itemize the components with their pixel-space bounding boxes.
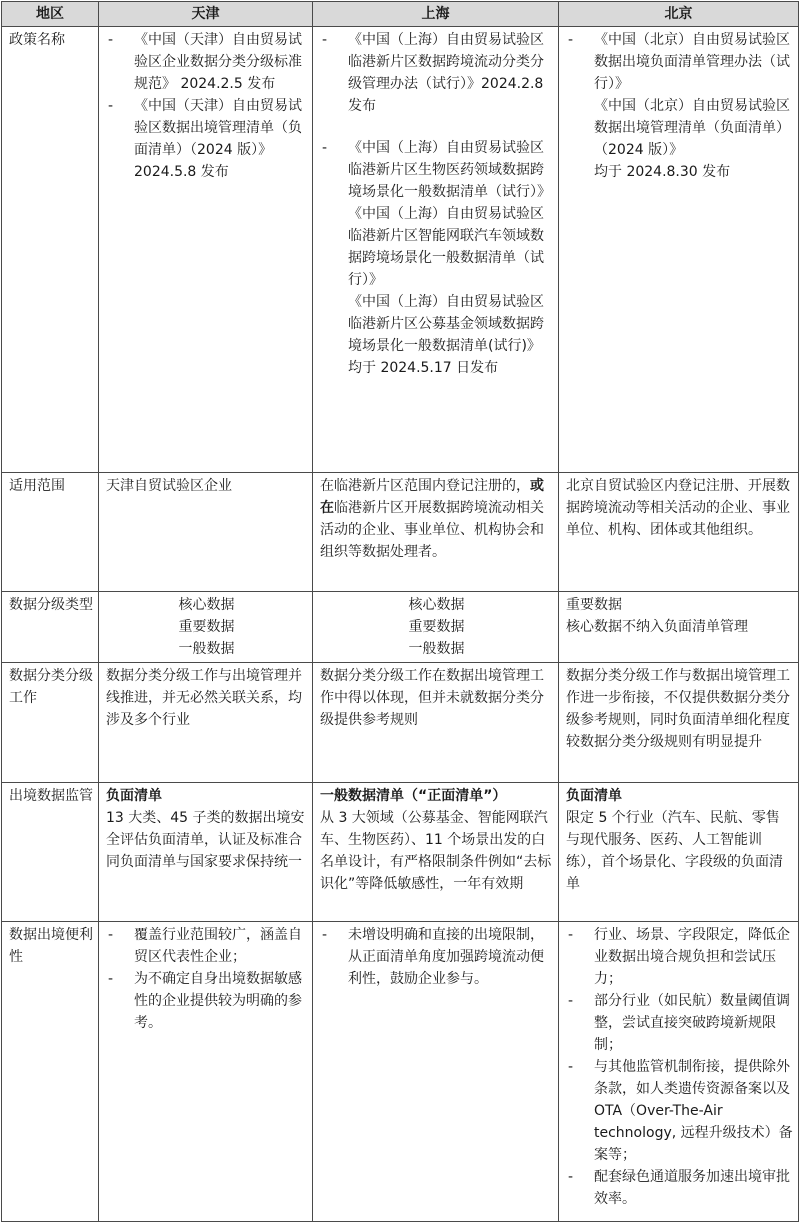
row-label-types: 数据分级类型 — [2, 592, 99, 663]
cell-convenience-tianjin — [99, 922, 313, 1222]
row-label-scope: 适用范围 — [2, 473, 99, 592]
cell-supervision-tianjin: 负面清单 13 大类、45 子类的数据出境安全评估负面清单，认证及标准合同负面清单与国家要求保持统一 — [99, 783, 313, 922]
cell-work-shanghai: 数据分类分级工作在数据出境管理工作中得以体现，但并未就数据分类分级提供参考规则 — [313, 663, 559, 783]
cell-policy-beijing — [559, 27, 799, 473]
row-supervision — [2, 783, 799, 922]
header-beijing: 北京 — [559, 2, 799, 27]
cell-convenience-shanghai — [313, 922, 559, 1222]
list-item: - 《中国（上海）自由贸易试验区临港新片区生物医药领域数据跨境场景化一般数据清单（试行）》 — [322, 140, 551, 200]
cell-scope-beijing: 北京自贸试验区内登记注册、开展数据跨境流动等相关活动的企业、事业单位、机构、团体或其他组织。 — [559, 473, 799, 592]
list-item-continued: 均于 2024.8.30 发布 — [594, 164, 731, 180]
cell-work-beijing: 数据分类分级工作与数据出境管理工作进一步衔接，不仅提供数据分类分级参考规则，同时负面清单细化程度较数据分类分级规则有明显提升 — [559, 663, 799, 783]
list-item: - 部分行业（如民航）数量阈值调整，尝试直接突破跨境新规限制； — [568, 993, 790, 1053]
header-row — [2, 2, 799, 27]
row-label-work: 数据分类分级工作 — [2, 663, 99, 783]
header-tianjin: 天津 — [99, 2, 313, 27]
row-policy — [2, 27, 799, 473]
list-item: - 《中国（天津）自由贸易试验区企业数据分类分级标准规范》 2024.2.5 发布 — [108, 32, 302, 92]
cell-types-tianjin: 核心数据 重要数据 一般数据 — [99, 592, 313, 663]
cell-supervision-shanghai: 一般数据清单（“正面清单”） 从 3 大领域（公募基金、智能网联汽车、生物医药）、11 个场景出发的白名单设计，有严格限制条件例如“去标识化”等降低敏感性，一年有效期 — [313, 783, 559, 922]
row-label-convenience: 数据出境便利性 — [2, 922, 99, 1222]
list-item: - 覆盖行业范围较广，涵盖自贸区代表性企业； — [108, 927, 302, 965]
row-label-supervision: 出境数据监管 — [2, 783, 99, 922]
cell-scope-shanghai: 在临港新片区范围内登记注册的，或在临港新片区开展数据跨境流动相关活动的企业、事业单位、机构协会和组织等数据处理者。 — [313, 473, 559, 592]
cell-supervision-beijing: 负面清单 限定 5 个行业（汽车、民航、零售与现代服务、医药、人工智能训练），首个场景化、字段级的负面清单 — [559, 783, 799, 922]
cell-types-shanghai: 核心数据 重要数据 一般数据 — [313, 592, 559, 663]
list-item: - 与其他监管机制衔接，提供除外条款，如人类遗传资源备案以及 OTA（Over-The-Air technology, 远程升级技术）备案等； — [568, 1059, 793, 1163]
list-item: - 《中国（上海）自由贸易试验区临港新片区数据跨境流动分类分级管理办法（试行）》2024.2.8 发布 — [322, 32, 544, 114]
list-item: - 未增设明确和直接的出境限制，从正面清单角度加强跨境流动便利性，鼓励企业参与。 — [322, 927, 544, 987]
row-work — [2, 663, 799, 783]
list-item: - 行业、场景、字段限定，降低企业数据出境合规负担和尝试压力； — [568, 927, 790, 987]
row-label-policy: 政策名称 — [2, 27, 99, 473]
row-scope — [2, 473, 799, 592]
list-item: - 配套绿色通道服务加速出境审批效率。 — [568, 1169, 790, 1207]
list-item-continued: 《中国（北京）自由贸易试验区数据出境管理清单（负面清单）（2024 版）》 — [594, 98, 790, 158]
list-item: - 《中国（天津）自由贸易试验区数据出境管理清单（负面清单）（2024 版）》 2024.5.8 发布 — [108, 98, 302, 180]
cell-convenience-beijing — [559, 922, 799, 1222]
header-shanghai: 上海 — [313, 2, 559, 27]
list-item: - 为不确定自身出境数据敏感性的企业提供较为明确的参考。 — [108, 971, 302, 1031]
row-types — [2, 592, 799, 663]
list-item: - 《中国（北京）自由贸易试验区数据出境负面清单管理办法（试行）》 — [568, 32, 790, 92]
cell-work-tianjin: 数据分类分级工作与出境管理并线推进，并无必然关联关系，均涉及多个行业 — [99, 663, 313, 783]
row-convenience — [2, 922, 799, 1222]
list-item-continued: 《中国（上海）自由贸易试验区临港新片区公募基金领域数据跨境场景化一般数据清单(试行)》均于 2024.5.17 日发布 — [348, 294, 544, 376]
comparison-table — [1, 1, 799, 1222]
cell-policy-shanghai — [313, 27, 559, 473]
cell-scope-tianjin: 天津自贸试验区企业 — [99, 473, 313, 592]
header-region: 地区 — [2, 2, 99, 27]
list-item-continued: 《中国（上海）自由贸易试验区临港新片区智能网联汽车领域数据跨境场景化一般数据清单（试行）》 — [348, 206, 544, 288]
cell-types-beijing: 重要数据 核心数据不纳入负面清单管理 — [559, 592, 799, 663]
cell-policy-tianjin — [99, 27, 313, 473]
